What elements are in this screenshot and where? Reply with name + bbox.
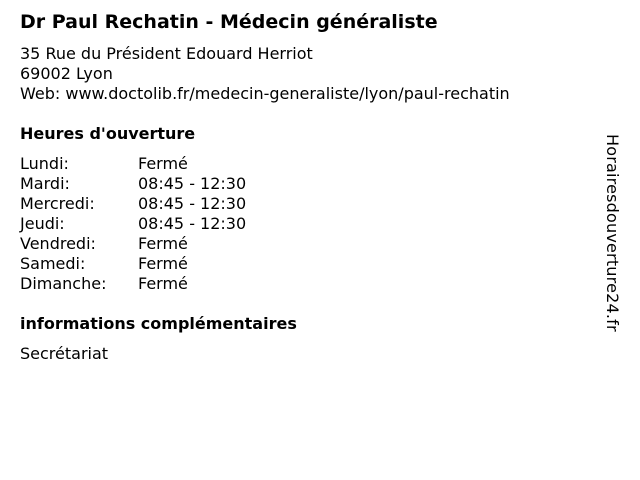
hours-time: Fermé <box>138 234 188 253</box>
hours-day: Vendredi: <box>20 234 96 253</box>
page-title: Dr Paul Rechatin - Médecin généraliste <box>20 11 438 33</box>
info-heading: informations complémentaires <box>20 314 297 333</box>
hours-heading: Heures d'ouverture <box>20 124 196 143</box>
hours-time: 08:45 - 12:30 <box>138 174 247 193</box>
hours-day: Lundi: <box>20 154 69 173</box>
hours-day: Mercredi: <box>20 194 95 213</box>
hours-time: 08:45 - 12:30 <box>138 194 247 213</box>
site-watermark: Horairesdouverture24.fr <box>603 134 622 332</box>
address-city: 69002 Lyon <box>20 64 113 83</box>
hours-day: Mardi: <box>20 174 70 193</box>
hours-time: 08:45 - 12:30 <box>138 214 247 233</box>
address-web: Web: www.doctolib.fr/medecin-generaliste/lyon/paul-rechatin <box>20 84 510 103</box>
hours-day: Dimanche: <box>20 274 107 293</box>
hours-time: Fermé <box>138 254 188 273</box>
hours-day: Jeudi: <box>20 214 65 233</box>
address-block <box>20 44 510 104</box>
info-text: Secrétariat <box>20 344 109 363</box>
address-street: 35 Rue du Président Edouard Herriot <box>20 44 313 63</box>
hours-day: Samedi: <box>20 254 86 273</box>
hours-time: Fermé <box>138 154 188 173</box>
hours-time: Fermé <box>138 274 188 293</box>
